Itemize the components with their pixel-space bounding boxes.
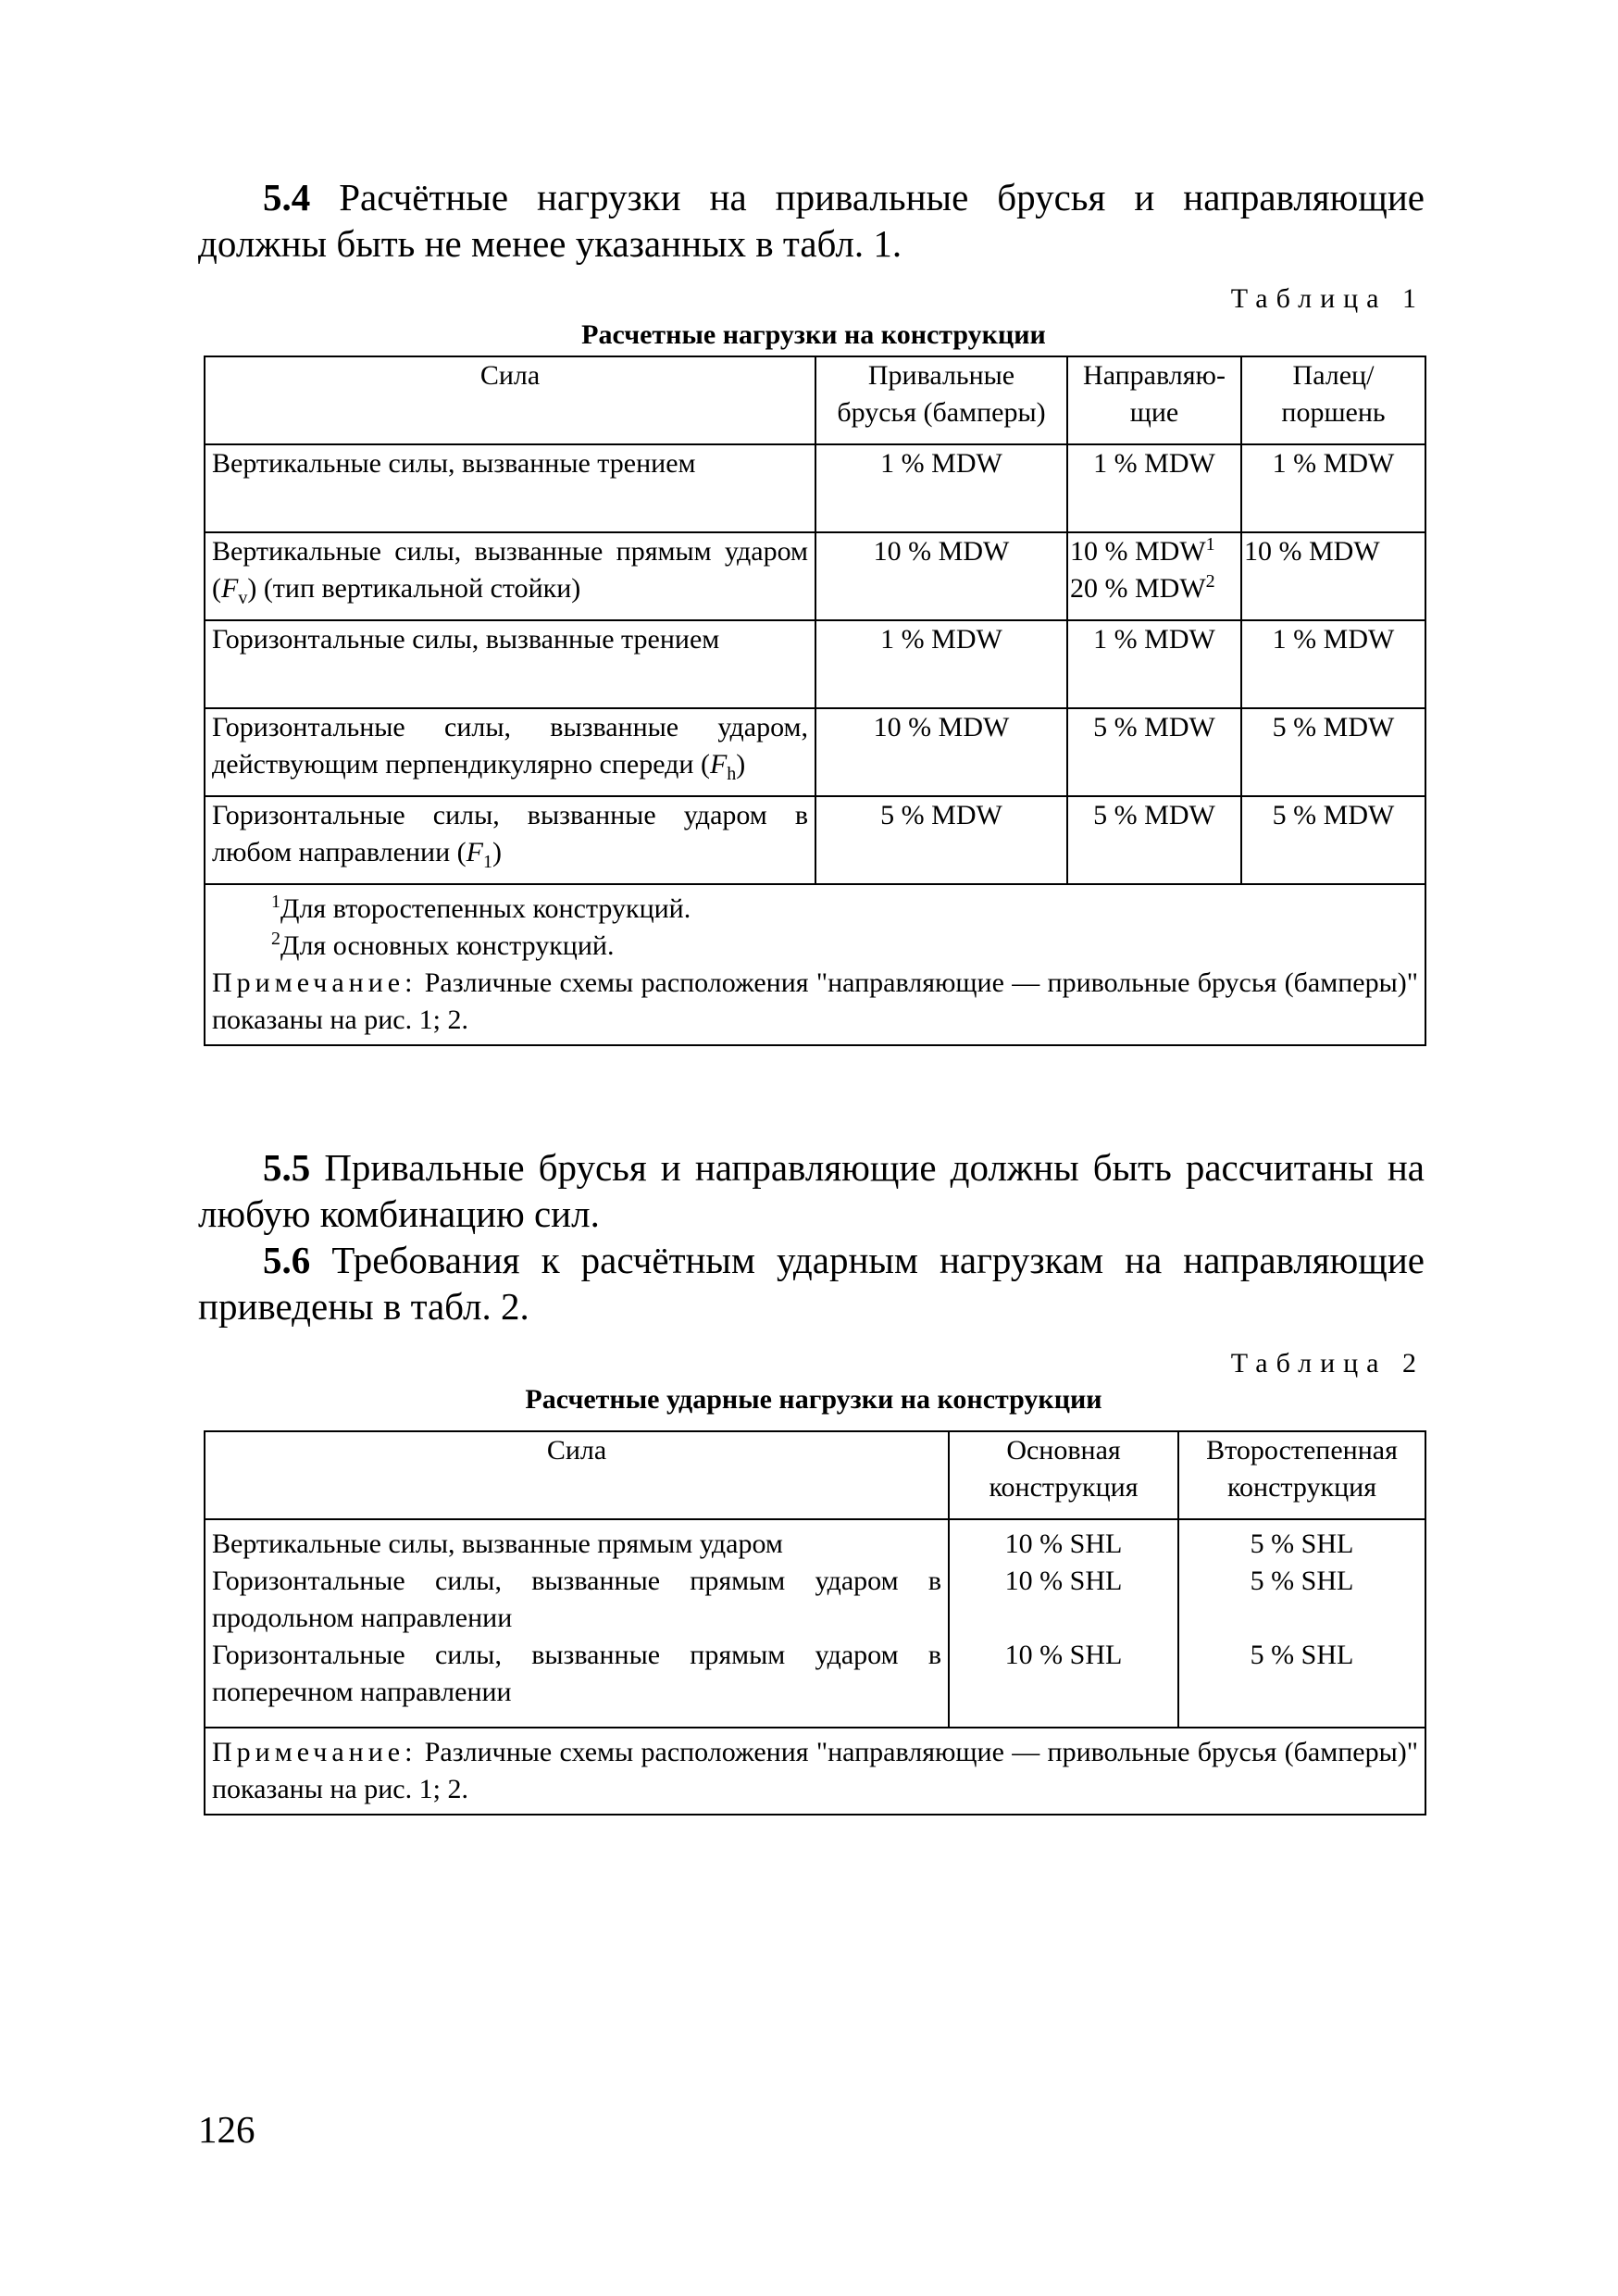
list-item: Горизонтальные силы, вызванные прямым ударом в продольном направлении [212,1566,941,1633]
page-number: 126 [198,2108,255,2151]
table2-note: Примечание: Различные схемы расположения "направляющие — привольные брусья (бамперы)" показаны на рис. 1; 2. [212,1737,1418,1804]
table2-header-main: Основная конструкция [949,1431,1178,1519]
table2 [204,1430,1426,1816]
paragraph-number: 5.5 [263,1146,311,1189]
table1-cell-bumpers: 1 % MDW [815,620,1067,708]
table1-notes-row [205,884,1425,1045]
table2-cell-force [205,1519,949,1728]
paragraph-number: 5.4 [263,176,311,218]
table1 [204,356,1426,1046]
paragraph-5-6 [198,1237,1425,1329]
table1-cell-force: Горизонтальные силы, вызванные трением [205,620,815,708]
table-row [205,444,1425,532]
table1-cell-finger: 5 % MDW [1241,708,1425,796]
table-row [205,532,1425,620]
table1-cell-bumpers: 1 % MDW [815,444,1067,532]
table2-body-row [205,1519,1425,1728]
table-row [205,620,1425,708]
table1-cell-guides: 5 % MDW [1067,796,1241,884]
paragraph-text: Расчётные нагрузки на привальные брусья и направляющие должны быть не менее указанных в табл. 1. [198,176,1425,265]
table2-cell-secondary: 5 % SHL 5 % SHL 5 % SHL [1178,1519,1425,1728]
list-item: Вертикальные силы, вызванные прямым ударом [212,1529,783,1559]
table1-cell-guides: 1 % MDW [1067,620,1241,708]
table1-header-bumpers: Привальные брусья (бамперы) [815,356,1067,444]
paragraph-5-5 [198,1144,1425,1237]
table2-notes-row [205,1728,1425,1815]
paragraph-number: 5.6 [263,1239,311,1281]
list-item: Горизонтальные силы, вызванные прямым ударом в поперечном направлении [212,1640,941,1707]
table1-cell-bumpers: 5 % MDW [815,796,1067,884]
table1-header-force: Сила [205,356,815,444]
table1-footnote-2: $^2$Для основных конструкций. [271,929,615,961]
paragraph-text: Требования к расчётным ударным нагрузкам на направляющие приведены в табл. 2. [198,1239,1425,1328]
table1-header-row [205,356,1425,444]
table1-header-finger: Палец/ поршень [1241,356,1425,444]
table1-cell-bumpers: 10 % MDW [815,708,1067,796]
table1-title: Расчетные нагрузки на конструкции [581,319,1046,350]
paragraph-5-4 [198,174,1425,267]
table1-cell-finger: 5 % MDW [1241,796,1425,884]
table1-cell-guides: 5 % MDW [1067,708,1241,796]
table1-cell-guides: 1 % MDW [1067,444,1241,532]
table1-note: Примечание: Различные схемы расположения "направляющие — привольные брусья (бамперы)" показаны на рис. 1; 2. [212,967,1418,1035]
table1-cell-force: Горизонтальные силы, вызванные ударом, действующим перпендикулярно спереди $(F_h)$ [205,708,815,796]
table1-cell-finger: 10 % MDW [1241,532,1425,620]
table1-footnote-1: $^1$Для второстепенных конструкций. [271,892,691,924]
table-row [205,796,1425,884]
table1-cell-guides: 10 % MDW$^1$ 20 % MDW$^2$ [1067,532,1241,620]
table1-cell-force: Горизонтальные силы, вызванные ударом в любом направлении $(F_1)$ [205,796,815,884]
table1-header-guides: Направляю- щие [1067,356,1241,444]
paragraph-text: Привальные брусья и направляющие должны быть рассчитаны на любую комбинацию сил. [198,1146,1425,1235]
table2-label: Таблица 2 [1230,1348,1425,1379]
table1-cell-finger: 1 % MDW [1241,620,1425,708]
table1-cell-bumpers: 10 % MDW [815,532,1067,620]
table2-cell-main: 10 % SHL 10 % SHL 10 % SHL [949,1519,1178,1728]
table1-notes [205,884,1425,1045]
table1-cell-force: Вертикальные силы, вызванные прямым ударом $(F_v)$ (тип вертикальной стойки) [205,532,815,620]
table1-cell-force: Вертикальные силы, вызванные трением [205,444,815,532]
table2-header-secondary: Второстепенная конструкция [1178,1431,1425,1519]
table1-label: Таблица 1 [1230,283,1425,314]
table2-title: Расчетные ударные нагрузки на конструкции [525,1384,1102,1415]
table2-notes [205,1728,1425,1815]
table-row [205,708,1425,796]
table2-header-force: Сила [205,1431,949,1519]
table2-header-row [205,1431,1425,1519]
table1-cell-finger: 1 % MDW [1241,444,1425,532]
